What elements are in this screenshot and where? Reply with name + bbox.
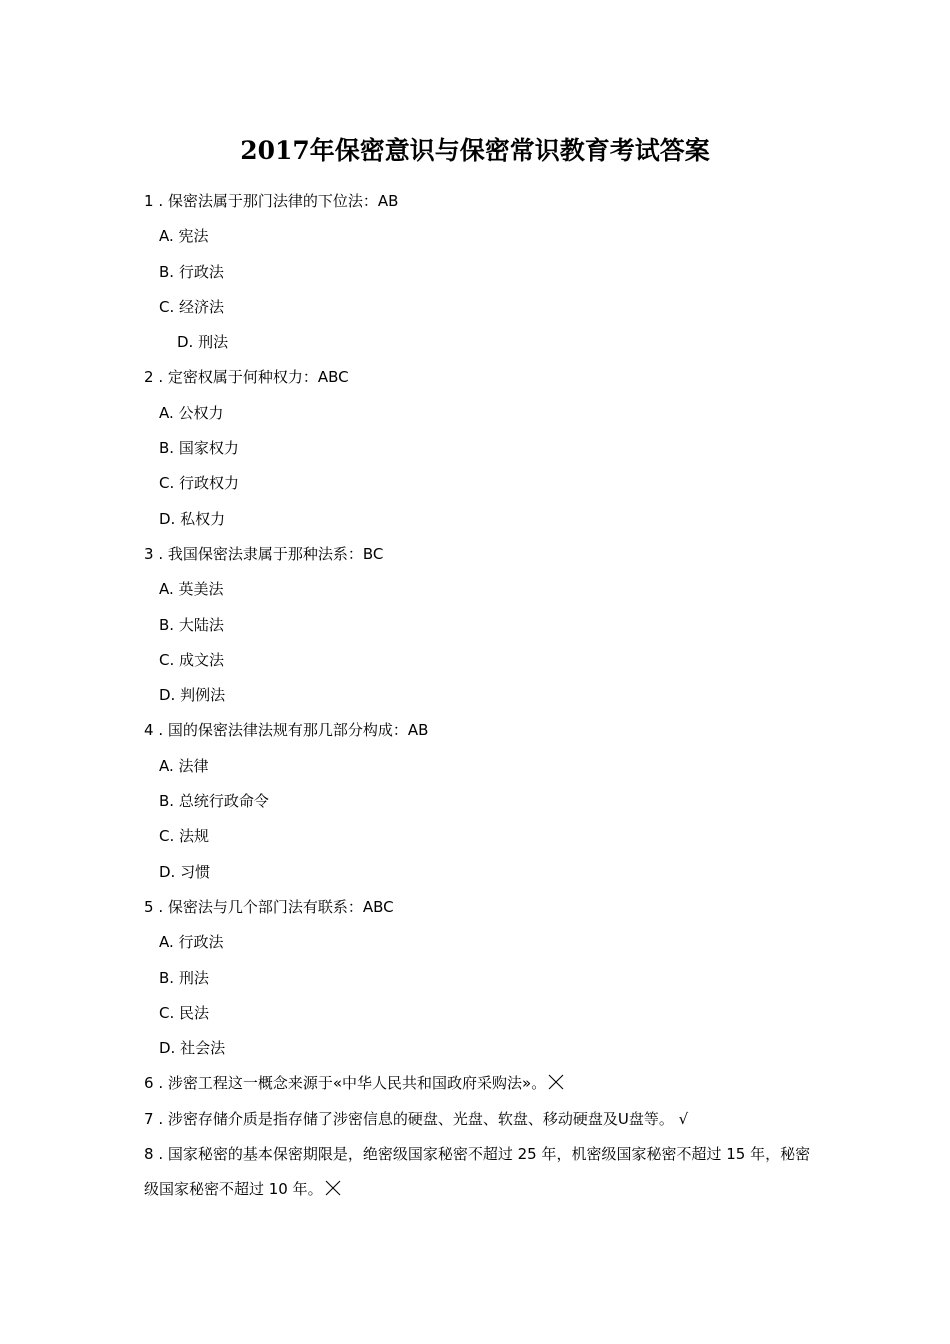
judgement-8 xyxy=(144,1137,814,1208)
question-number: 6 xyxy=(144,1074,154,1093)
question-number: 3 xyxy=(144,544,154,563)
question-list xyxy=(144,184,824,1208)
option-text: 判例法 xyxy=(180,686,226,705)
option-letter: D. xyxy=(159,1039,176,1058)
option-text: 公权力 xyxy=(178,403,224,422)
option-c xyxy=(144,466,824,501)
option-d xyxy=(144,678,824,713)
option-letter: D. xyxy=(159,686,176,705)
question-separator: . xyxy=(153,721,168,740)
question-number: 5 xyxy=(144,897,154,916)
option-a xyxy=(144,219,824,254)
option-text: 民法 xyxy=(179,1003,210,1022)
question-separator: . xyxy=(153,897,168,916)
option-letter: C. xyxy=(159,650,175,669)
check-mark-icon: √ xyxy=(678,1109,689,1128)
question-2 xyxy=(144,360,824,395)
judgement-6 xyxy=(144,1066,824,1101)
cross-mark-icon xyxy=(548,1074,564,1090)
option-letter: C. xyxy=(159,1003,175,1022)
option-a xyxy=(144,749,824,784)
option-letter: B. xyxy=(159,968,175,987)
option-text: 行政权力 xyxy=(179,474,240,493)
option-a xyxy=(144,396,824,431)
question-number: 4 xyxy=(144,721,154,740)
option-text: 法律 xyxy=(178,756,209,775)
option-text: 刑法 xyxy=(198,333,229,352)
question-text: 国家秘密的基本保密期限是，绝密级国家秘密不超过 25 年，机密级国家秘密不超过 15 年，秘密级国家秘密不超过 10 年。 xyxy=(144,1145,811,1199)
page-title: 2017年保密意识与保密常识教育考试答案 xyxy=(240,136,710,165)
option-d xyxy=(144,325,824,360)
option-letter: A. xyxy=(159,933,174,952)
option-b xyxy=(144,961,824,996)
option-letter: B. xyxy=(159,615,175,634)
question-separator: . xyxy=(153,368,168,387)
question-text: 我国保密法隶属于那种法系：BC xyxy=(167,544,384,563)
option-d xyxy=(144,1031,824,1066)
option-text: 刑法 xyxy=(178,968,209,987)
question-text: 保密法属于那门法律的下位法：AB xyxy=(167,192,399,210)
option-text: 社会法 xyxy=(180,1039,226,1058)
question-text: 定密权属于何种权力：ABC xyxy=(167,368,349,387)
question-number: 7 xyxy=(144,1109,154,1128)
option-d xyxy=(144,855,824,890)
option-letter: B. xyxy=(159,792,175,811)
option-text: 法规 xyxy=(179,827,210,846)
question-separator: . xyxy=(153,192,168,210)
option-a xyxy=(144,572,824,607)
option-text: 总统行政命令 xyxy=(178,792,269,811)
option-b xyxy=(144,784,824,819)
option-text: 习惯 xyxy=(180,862,211,881)
option-text: 成文法 xyxy=(179,650,225,669)
option-b xyxy=(144,431,824,466)
option-letter: A. xyxy=(159,756,174,775)
question-1 xyxy=(144,184,824,219)
question-text: 涉密存储介质是指存储了涉密信息的硬盘、光盘、软盘、移动硬盘及U盘等。 xyxy=(167,1109,674,1128)
option-b xyxy=(144,608,824,643)
option-text: 私权力 xyxy=(180,509,226,528)
option-letter: B. xyxy=(159,262,175,281)
option-text: 国家权力 xyxy=(178,439,239,458)
option-letter: C. xyxy=(159,827,175,846)
option-c xyxy=(144,643,824,678)
option-text: 英美法 xyxy=(178,580,224,599)
option-letter: C. xyxy=(159,297,175,316)
option-text: 行政法 xyxy=(178,262,224,281)
option-a xyxy=(144,925,824,960)
option-text: 大陆法 xyxy=(178,615,224,634)
option-letter: D. xyxy=(159,509,176,528)
question-text: 涉密工程这一概念来源于«中华人民共和国政府采购法»。 xyxy=(167,1074,547,1093)
question-separator: . xyxy=(153,1145,168,1164)
option-letter: A. xyxy=(159,227,174,246)
option-letter: A. xyxy=(159,403,174,422)
question-4 xyxy=(144,713,824,748)
question-text: 国的保密法律法规有那几部分构成：AB xyxy=(167,721,429,740)
question-number: 2 xyxy=(144,368,154,387)
option-letter: A. xyxy=(159,580,174,599)
option-c xyxy=(144,290,824,325)
option-letter: C. xyxy=(159,474,175,493)
option-c xyxy=(144,819,824,854)
option-b xyxy=(144,255,824,290)
option-letter: B. xyxy=(159,439,175,458)
question-number: 8 xyxy=(144,1145,154,1164)
option-letter: D. xyxy=(159,862,176,881)
option-text: 经济法 xyxy=(179,297,225,316)
question-separator: . xyxy=(153,1074,168,1093)
question-5 xyxy=(144,890,824,925)
option-text: 行政法 xyxy=(178,933,224,952)
option-letter: D. xyxy=(177,333,194,352)
question-3 xyxy=(144,537,824,572)
option-d xyxy=(144,502,824,537)
option-c xyxy=(144,996,824,1031)
question-separator: . xyxy=(153,544,168,563)
question-number: 1 xyxy=(144,192,154,210)
judgement-7 xyxy=(144,1102,824,1137)
cross-mark-icon xyxy=(325,1180,341,1196)
question-text: 保密法与几个部门法有联系：ABC xyxy=(167,897,394,916)
option-text: 宪法 xyxy=(178,227,209,246)
question-separator: . xyxy=(153,1109,168,1128)
